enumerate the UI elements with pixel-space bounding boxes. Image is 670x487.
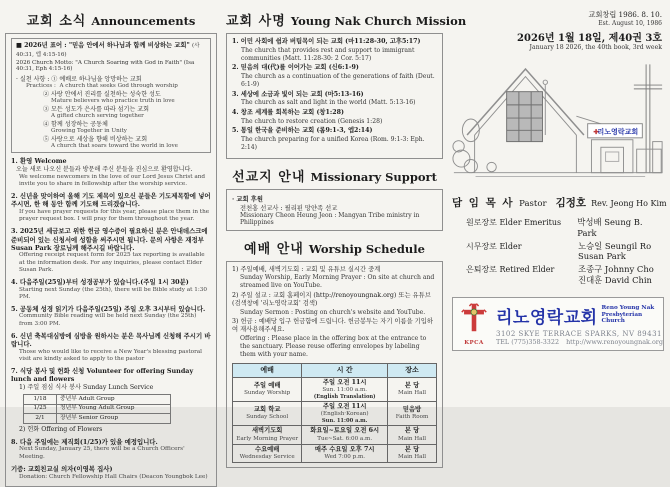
elder-title-ko: 시무장로 xyxy=(466,241,497,251)
header-time: 시 간 xyxy=(302,363,388,377)
announcement-item xyxy=(11,332,211,364)
practices-list xyxy=(16,89,206,149)
issue-date-en: January 18 2026, the 40th book, 3rd week xyxy=(529,44,662,51)
church-name-en-2: Presbyterian Church xyxy=(601,311,643,325)
practice-en: Growing Together in Unity xyxy=(51,128,127,135)
service-cell: 수요예배 Wednesday Service xyxy=(233,444,302,462)
header-service: 예배 xyxy=(233,363,302,377)
mission-en: The church to restore creation (Genesis 1:28) xyxy=(241,117,383,125)
announcement-item xyxy=(11,157,211,188)
place-cell: 본 당 Main Hall xyxy=(388,444,437,462)
practice-en: Mature believers who practice truth in love xyxy=(51,98,175,105)
worship-note-ko: 2) 주일 설교 : 교회 홈페이지 (http://renoyoungnak.org) 또는 유튜브 (검색창에 '리노영락교회' 검색) xyxy=(232,291,431,308)
table-row xyxy=(233,401,437,425)
table-row xyxy=(24,395,171,405)
elders-list xyxy=(466,217,664,285)
announcement-head: 7. 식당 봉사 및 헌화 신청 Volunteer for offering Sunday lunch and flowers xyxy=(11,366,194,384)
worship-note xyxy=(232,266,437,291)
elder-row xyxy=(466,217,664,238)
mission-box xyxy=(226,33,443,159)
worship-title-en: Worship Schedule xyxy=(308,241,425,256)
mission-item xyxy=(232,91,437,108)
worship-title-ko: 예배 안내 xyxy=(244,241,304,257)
lunch-group: 장년부 Senior Group xyxy=(57,414,171,424)
elder-title-en: Elder Emeritus xyxy=(499,218,562,227)
mission-title-en: Young Nak Church Mission xyxy=(290,14,467,28)
mission-item xyxy=(232,109,437,126)
mission-ko: 2. 믿음의 대(代)를 이어가는 교회 (신6:1-9) xyxy=(232,64,359,72)
elder-name: 노승일 Seungil Ro xyxy=(578,240,652,251)
table-row xyxy=(233,444,437,462)
elder-name: Susan Park xyxy=(578,251,626,261)
elder-title-en: Retired Elder xyxy=(499,265,555,274)
pastor-name-ko: 김정호 xyxy=(555,197,587,209)
time-cell: 주일 오전 11시 Sun. 11:00 a.m. (English Translation) xyxy=(302,377,388,401)
elder-title-ko: 은퇴장로 xyxy=(466,265,497,274)
elder-name: 조종구 Johnny Cho xyxy=(578,264,654,274)
mission-item xyxy=(232,38,437,63)
pastor-line xyxy=(452,191,667,210)
lunch-service-subtitle: 1) 주일 점심 식사 봉사 Sunday Lunch Service xyxy=(19,383,154,391)
lunch-group: 중년부 Adult Group xyxy=(57,395,171,405)
donation-ko: 기증: 교회친교실 의자(이영복 집사) xyxy=(11,465,113,474)
elder-name: 박성배 Seung B. Park xyxy=(577,217,643,238)
church-name-en-1: Reno Young Nak xyxy=(601,304,655,311)
worship-note-en: Sunday Sermon : Posting on church's website and YouTube. xyxy=(240,308,426,316)
announcement-head: 5. 공동체 성경 읽기가 다음주일(25일) 주일 오후 3시부터 있습니다. xyxy=(11,304,206,313)
practice-ko: ⑤ 사랑으로 세상을 향해 비상하는 교회 xyxy=(43,136,148,144)
pastor-label-en: Pastor xyxy=(519,199,547,209)
place-cell: 믿음방 Faith Room xyxy=(388,401,437,425)
service-cell: 주일 예배 Sunday Worship xyxy=(233,377,302,401)
announcement-body-en: Community Bible reading will be held next Sunday (the 25th) from 3:00 PM. xyxy=(19,313,197,327)
mission-en: The church as salt and light in the world (Matt. 5:13-16) xyxy=(241,99,416,107)
announcement-head: 1. 환영 Welcome xyxy=(11,157,67,166)
established-date-ko: 교회창립 1986. 8. 10. xyxy=(588,10,662,19)
pastor-name-en: Rev. Jeong Ho Kim xyxy=(591,199,667,208)
announcement-head: 4. 다음주일(25일)부터 성경공부가 있습니다.(주일 1시 30분) xyxy=(11,278,189,287)
church-address: 3102 SKYE TERRACE SPARKS, NV 89431 xyxy=(496,329,662,338)
mission-ko: 4. 창조 세계를 회복하는 교회 (창1:28) xyxy=(232,109,344,117)
announcement-head: 3. 2025년 세금보고 위한 헌금 영수증이 필요하신 분은 안내데스크에 준비되어 있는 신청서에 성함을 써주시면 됩니다. 문의 사항은 재정부 Susan Park 장로님께 해주시길 바랍니다. xyxy=(11,227,208,253)
worship-note xyxy=(232,318,437,360)
practice-1-en: A church that seeks God through worship xyxy=(59,83,178,90)
announcement-item xyxy=(11,305,211,328)
announcement-item xyxy=(11,227,211,275)
missionary-title-en: Missionary Support xyxy=(310,169,437,184)
table-row xyxy=(233,377,437,401)
pastor-label-ko: 담 임 목 사 xyxy=(452,197,515,209)
mission-en: The church preparing for a unified Korea (Rom. 9:1-3: Eph. 2:14) xyxy=(241,135,425,152)
lunch-service-table xyxy=(23,394,171,424)
kpca-cross-icon xyxy=(459,302,489,346)
church-phone: TEL (775)358-3322 xyxy=(496,337,560,346)
practice-ko: ③ 모든 성도가 은사를 따라 섬기는 교회 xyxy=(43,106,150,114)
worship-note-en: Sunday Worship, Early Morning Prayer : On site at church and streamed live on YouTube. xyxy=(240,274,435,290)
header-place: 장소 xyxy=(388,363,437,377)
worship-note-ko: 3) 헌금 : 예배당 입구 헌금함에 드립니다. 헌금봉투는 자기 이름을 기입하여 재사용해주세요. xyxy=(232,317,433,334)
place-cell: 본 당 Main Hall xyxy=(388,426,437,444)
kpca-label: KPCA xyxy=(464,340,484,346)
worship-schedule-table xyxy=(232,363,437,463)
masthead-column xyxy=(452,10,667,401)
lunch-group: 청년부 Young Adult Group xyxy=(57,404,171,414)
donation-en: Donation: Church Fellowship Hall Chairs (Deacon Youngbok Lee) xyxy=(19,473,208,480)
announcements-title-en: Announcements xyxy=(91,14,196,28)
church-website: http://www.renoyoungnak.org xyxy=(566,337,663,346)
practice-1-ko: ① 예배로 하나님을 앙망하는 교회 xyxy=(51,76,142,84)
announcement-item xyxy=(11,278,211,301)
mission-ko: 3. 세상에 소금과 빛이 되는 교회 (마5:13-16) xyxy=(232,90,364,98)
practices-label-en: Practices : xyxy=(26,83,56,90)
missionary-line-ko: 전천홍 선교사 : 필리핀 망얀족 선교 xyxy=(240,204,338,212)
announcements-box xyxy=(5,33,217,487)
mission-item xyxy=(232,64,437,89)
mission-ko: 5. 통일 한국을 준비하는 교회 (롬9:1-3, 엡2:14) xyxy=(232,127,373,135)
worship-note xyxy=(232,292,437,317)
flowers-subtitle: 2) 헌화 Offering of Flowers xyxy=(19,425,103,433)
worship-title xyxy=(226,238,443,257)
church-logo xyxy=(452,297,664,351)
practice-ko: ④ 함께 성장하는 공동체 xyxy=(43,121,108,129)
missionary-title-ko: 선교지 안내 xyxy=(232,169,306,185)
motto-english: 2026 Church Motto: "A Church Soaring with God in Faith" (Isa 40:31, Eph 4:15-16) xyxy=(16,60,195,73)
missionary-line-en: Missionary Cheon Heung Jeon : Mangyan Tribe ministry in Philippines xyxy=(240,211,420,226)
mission-title-ko: 교회 사명 xyxy=(226,14,286,29)
announcement-list xyxy=(11,157,211,363)
announcement-item-7 xyxy=(11,367,211,434)
announcements-column xyxy=(5,10,217,480)
missionary-support-label: · 교회 후원 xyxy=(232,195,263,203)
practice-item xyxy=(43,134,206,149)
practices-label-ko: · 실천 사항 : xyxy=(16,76,50,84)
lunch-date: 2/1 xyxy=(24,414,57,424)
place-cell: 본 당 Main Hall xyxy=(388,377,437,401)
elder-title-en: Elder xyxy=(499,241,522,251)
practice-ko: ② 사랑 안에서 진리를 실천하는 성숙한 성도 xyxy=(43,91,161,99)
mission-ko: 1. 이민 사회에 쉼과 버팀목이 되는 교회 (마11:28-30, 고후5:17) xyxy=(232,38,421,45)
announcements-title-ko: 교회 소식 xyxy=(26,14,87,29)
service-cell: 교회 학교 Sunday School xyxy=(233,401,302,425)
announcement-body-en: Starting next Sunday (the 25th), there will be Bible study at 1:30 PM. xyxy=(19,286,208,301)
elder-title-ko: 원로장로 xyxy=(466,218,497,227)
announcement-body-ko: 오늘 새로 나오신 분들과 방문해 주신 분들을 진심으로 환영합니다. xyxy=(16,165,193,173)
elder-name: 진대훈 David Chin xyxy=(578,274,652,285)
table-row xyxy=(24,414,171,424)
worship-note-ko: 1) 주일예배, 새벽기도회 : 교회 및 유튜브 실시간 중계 xyxy=(232,265,381,273)
motto-scripture-ref: (사40:31, 엡 4:15-16) xyxy=(16,43,200,58)
table-row xyxy=(233,426,437,444)
motto-box xyxy=(11,38,211,153)
table-row xyxy=(24,404,171,414)
announcement-body-en: Those who would like to receive a New Year's blessing pastoral visit are kindly asked to apply to the pastor xyxy=(19,348,203,363)
announcement-body-en: We welcome newcomers in the love of our Lord Jesus Christ and invite you to share in fellowship after the worship service. xyxy=(19,173,206,187)
practice-en: A gifted church serving together xyxy=(51,113,144,120)
time-cell: 매주 수요일 오후 7시 Wed 7:00 p.m. xyxy=(302,444,388,462)
mission-en: The church that provides rest and support to immigrant communities (Matt. 11:28-30: 2 Cor. 5:17) xyxy=(241,46,415,62)
service-cell: 새벽기도회 Early Morning Prayer xyxy=(233,426,302,444)
announcement-head: 2. 신년을 맞이하여 올해 기도 제목이 있으신 분들은 기도제목함에 넣어 주시면, 한 해 동안 함께 기도해 드리겠습니다. xyxy=(11,191,211,209)
announcements-title xyxy=(5,10,217,29)
elder-row xyxy=(466,264,664,285)
time-cell: 화요일~토요일 오전 6시 Tue~Sat. 6:00 a.m. xyxy=(302,426,388,444)
practice-item xyxy=(43,89,206,104)
missionary-title xyxy=(226,166,443,185)
missionary-box xyxy=(226,189,443,231)
practice-item-1 xyxy=(16,74,206,89)
elder-row xyxy=(466,241,664,262)
mission-en: The church as a continuation of the generations of faith (Deut. 6:1-9) xyxy=(241,72,435,89)
announcement-item xyxy=(11,192,211,224)
announcement-body-en: Offering receipt request form for 2025 tax reporting is available at the information desk. For any inquiries, please contact Elder Susan Park. xyxy=(19,252,205,274)
announcement-item-8 xyxy=(11,438,211,461)
motto-text: ■ 2026년 표어 : "믿음 안에서 하나님과 함께 비상하는 교회" xyxy=(16,42,190,49)
announcement-body-en: Next Sunday, January 25, there will be a Church Officers' Meeting. xyxy=(19,446,185,460)
worship-note-en: Offering : Please place in the offering box at the entrance to the sanctuary. Please reuse offering envelopes by labeling them with your name. xyxy=(240,334,427,359)
practice-item xyxy=(43,104,206,119)
established-date-en: Est. August 10, 1986 xyxy=(598,20,662,27)
lunch-date: 1/25 xyxy=(24,404,57,414)
bulletin-masthead xyxy=(452,10,664,51)
announcement-head: 8. 다음 주일에는 제직회(1/25)가 있을 예정입니다. xyxy=(11,437,158,446)
donation-note xyxy=(11,465,211,481)
mission-item xyxy=(232,127,437,152)
practice-en: A church that soars toward the world in love xyxy=(51,143,178,150)
svg-text:리노영락교회: 리노영락교회 xyxy=(597,127,639,137)
worship-box xyxy=(226,261,443,468)
lunch-date: 1/18 xyxy=(24,395,57,405)
motto-heading xyxy=(16,42,206,59)
table-header-row xyxy=(233,363,437,377)
mission-title xyxy=(226,10,467,29)
announcement-body-en: If you have prayer requests for this year, please place them in the prayer request box. I will pray for them throughout the year. xyxy=(19,208,210,223)
mission-column xyxy=(226,10,467,460)
announcement-head: 6. 신년 축복대심방에 심방을 원하시는 분은 목사님께 신청해 주시기 바랍니다. xyxy=(11,331,211,349)
church-sketch-illustration xyxy=(452,55,664,187)
issue-date-ko: 2026년 1월 18일, 제40권 3호 xyxy=(517,33,662,44)
svg-text:✚: ✚ xyxy=(593,128,599,137)
church-name-ko: 리노영락교회 xyxy=(496,307,598,328)
practice-item xyxy=(43,119,206,134)
time-cell: 주일 오전 11시 (English·Korean) Sun. 11:00 a.m. xyxy=(302,401,388,425)
